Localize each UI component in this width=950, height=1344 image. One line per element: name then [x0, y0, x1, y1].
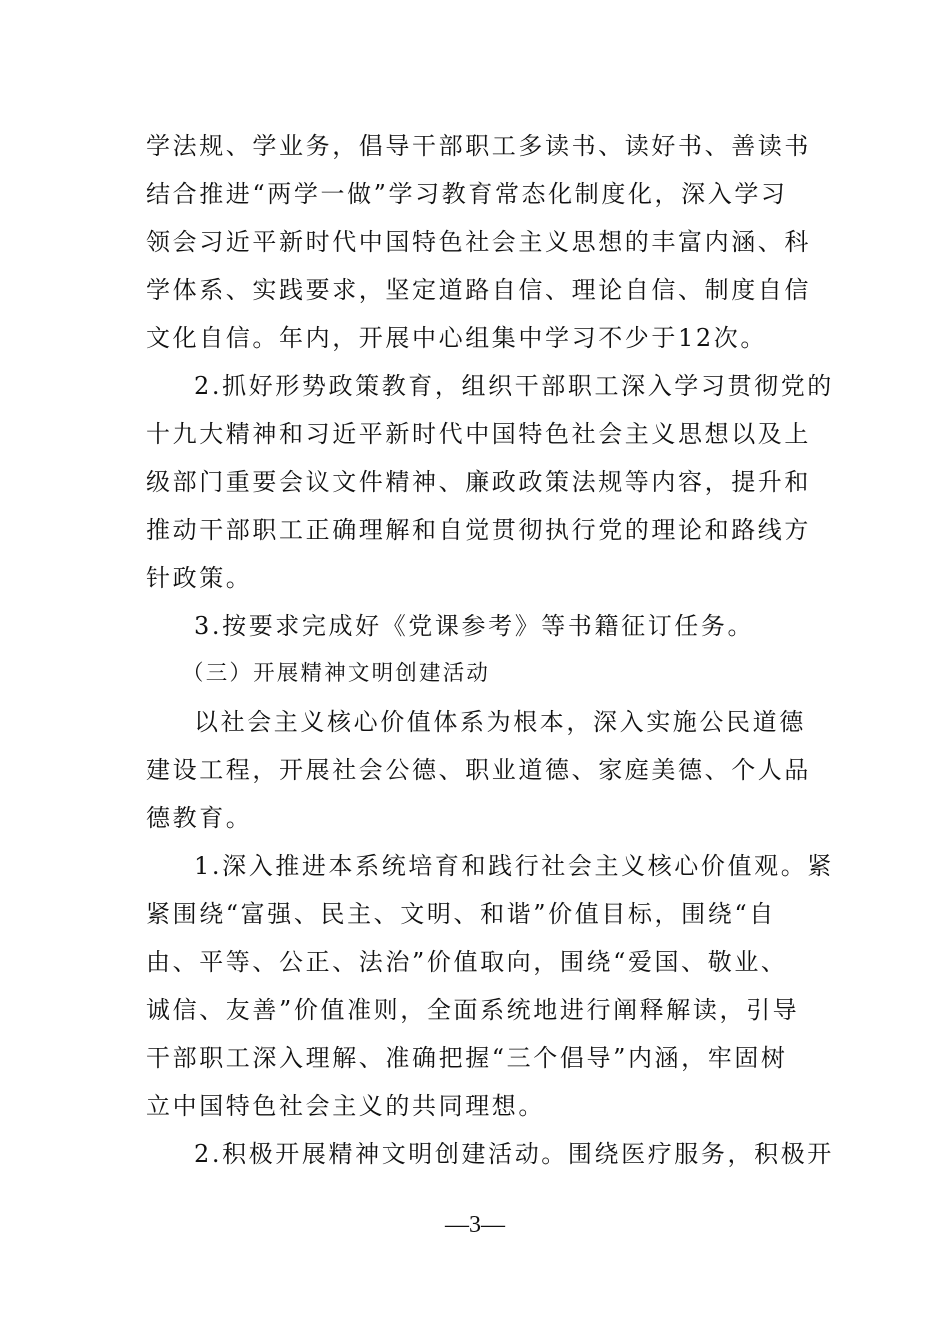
text-line: 以社会主义核心价值体系为根本，深入实施公民道德	[194, 708, 806, 736]
text-line: 诚信、友善”价值准则，全面系统地进行阐释解读，引导	[146, 996, 800, 1024]
text-line: 立中国特色社会主义的共同理想。	[146, 1092, 545, 1120]
paragraph	[146, 698, 811, 842]
text-line: 3.按要求完成好《党课参考》等书籍征订任务。	[194, 612, 755, 640]
text-line: 学体系、实践要求，坚定道路自信、理论自信、制度自信	[146, 276, 811, 304]
text-line: 德教育。	[146, 804, 253, 832]
text-line: 由、平等、公正、法治”价值取向，围绕“爱国、敬业、	[146, 948, 788, 976]
section-heading	[146, 650, 806, 698]
text-line: 学法规、学业务，倡导干部职工多读书、读好书、善读书	[146, 132, 811, 160]
heading-line: （三）开展精神文明创建活动	[182, 661, 491, 686]
text-line: 十九大精神和习近平新时代中国特色社会主义思想以及上	[146, 420, 811, 448]
paragraph	[146, 1130, 834, 1178]
page-number: —3—	[445, 1212, 505, 1238]
paragraph	[146, 362, 834, 602]
text-line: 文化自信。年内，开展中心组集中学习不少于12次。	[146, 324, 767, 352]
text-line: 结合推进“两学一做”学习教育常态化制度化，深入学习	[146, 180, 788, 208]
paragraph	[146, 602, 806, 650]
text-line: 领会习近平新时代中国特色社会主义思想的丰富内涵、科	[146, 228, 811, 256]
text-line: 紧围绕“富强、民主、文明、和谐”价值目标，围绕“自	[146, 900, 776, 928]
paragraph	[146, 842, 834, 1130]
text-line: 1.深入推进本系统培育和践行社会主义核心价值观。紧	[194, 852, 834, 880]
text-line: 建设工程，开展社会公德、职业道德、家庭美德、个人品	[146, 756, 811, 784]
paragraph	[146, 122, 811, 362]
text-line: 2.抓好形势政策教育，组织干部职工深入学习贯彻党的	[194, 372, 834, 400]
text-line: 针政策。	[146, 564, 253, 592]
text-line: 级部门重要会议文件精神、廉政政策法规等内容，提升和	[146, 468, 811, 496]
text-line: 2.积极开展精神文明创建活动。围绕医疗服务，积极开	[194, 1140, 834, 1168]
text-line: 推动干部职工正确理解和自觉贯彻执行党的理论和路线方	[146, 516, 811, 544]
document-body	[146, 122, 834, 1178]
text-line: 干部职工深入理解、准确把握“三个倡导”内涵，牢固树	[146, 1044, 788, 1072]
